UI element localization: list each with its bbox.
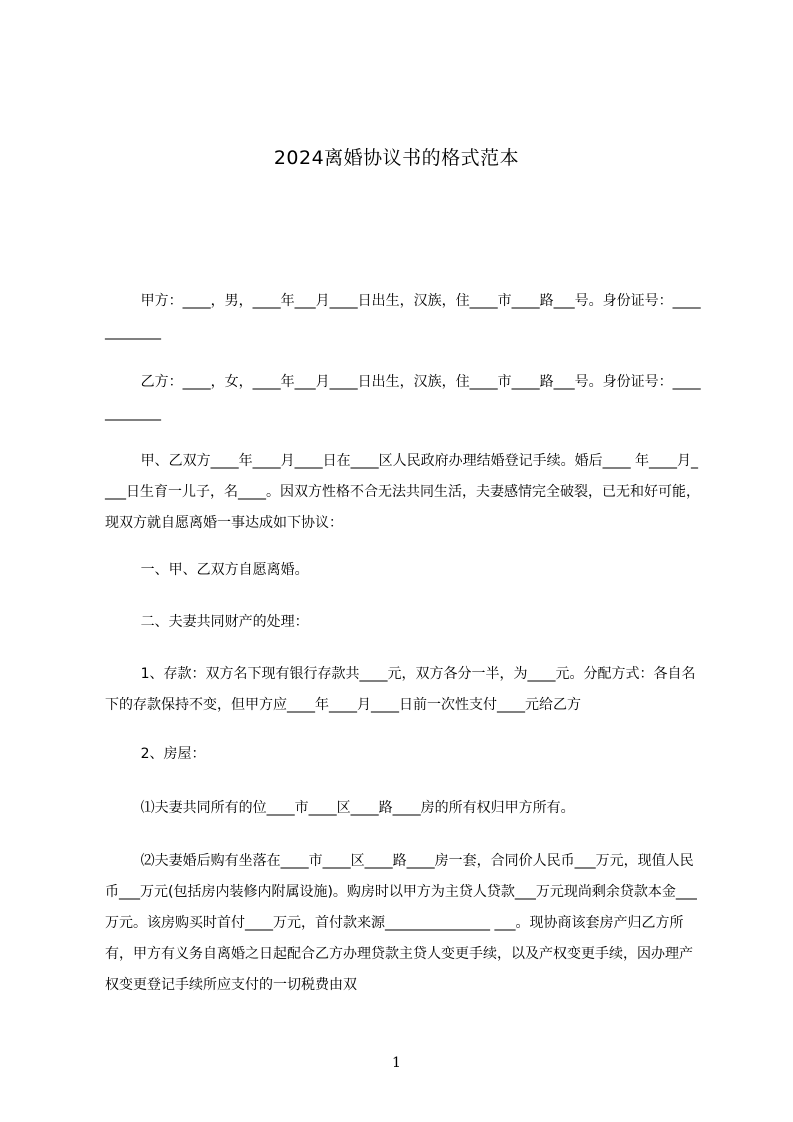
page-number: 1 (392, 1055, 401, 1071)
party-a-paragraph: 甲方：____，男，____年___月____日出生，汉族，住____市____路___号。身份证号：____________ (105, 293, 701, 340)
house-item-2-paragraph: ⑵夫妻婚后购有坐落在____市____区____路____房一套，合同价人民币___万元，现值人民币___万元(包括房内装修内附属设施)。购房时以甲方为主贷人贷款___万元现尚剩余贷款本金___万元。该房购买时首付____万元，首付款来源_______________ ___。现协商该套房产归乙方所有，甲方有义务自离婚之日起配合乙方办理贷款主贷人变更手续，以及产权变更手续，因办理产权变更登记手续所应支付的一切税费由双 (105, 853, 697, 993)
clause-2-heading: 二、夫妻共同财产的处理： (105, 614, 309, 630)
document-title: 2024离婚协议书的格式范本 (273, 147, 520, 169)
marriage-background-paragraph: 甲、乙双方____年____月____日在____区人民政府办理结婚登记手续。婚后____ 年____月____日生育一儿子，名____。因双方性格不合无法共同生活，夫妻感情完全破裂，已无和好可能，现双方就自愿离婚一事达成如下协议： (105, 453, 700, 531)
clause-1-heading: 一、甲、乙双方自愿离婚。 (105, 562, 309, 578)
house-heading: 2、房屋： (105, 746, 206, 762)
house-item-1-paragraph: ⑴夫妻共同所有的位____市____区____路____房的所有权归甲方所有。 (105, 800, 575, 816)
party-b-paragraph: 乙方：____，女，____年___月____日出生，汉族，住____市____路___号。身份证号：____________ (105, 374, 701, 421)
savings-paragraph: 1、存款：双方名下现有银行存款共____元，双方各分一半，为____元。分配方式：各自名下的存款保持不变，但甲方应____年____月____日前一次性支付____元给乙方 (105, 666, 696, 713)
